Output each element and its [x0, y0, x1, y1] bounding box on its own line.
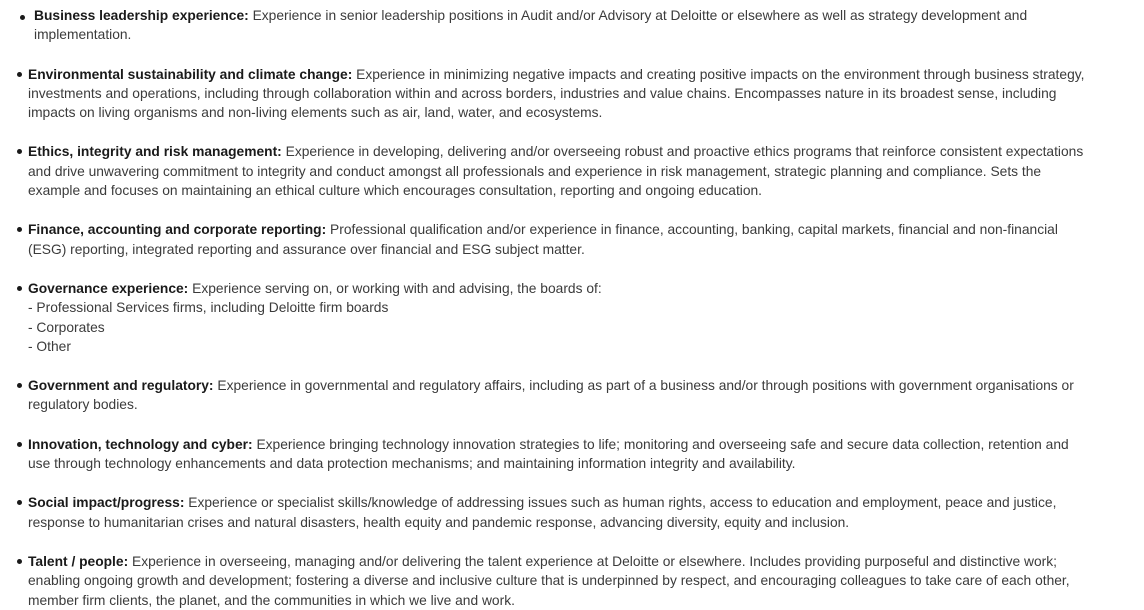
sub-list	[28, 298, 1088, 356]
item-body: Experience serving on, or working with and advising, the boards of:	[192, 280, 602, 296]
bullet-icon	[17, 442, 22, 447]
item-text	[28, 435, 1088, 474]
item-heading: Business leadership experience:	[34, 8, 249, 23]
item-text	[34, 6, 1088, 45]
sub-list-item: - Other	[28, 338, 71, 354]
list-item	[0, 279, 1088, 356]
item-heading: Governance experience:	[28, 280, 189, 296]
item-text	[28, 376, 1088, 415]
item-heading: Ethics, integrity and risk management:	[28, 144, 282, 160]
item-text	[28, 220, 1088, 259]
item-body: Experience in developing, delivering and/or overseeing robust and proactive ethics programs that reinforce consistent expectations and drive unwavering commitment to integrity and conduct amongst all professionals and experience in risk management, strategic planning and compliance. Sets the example and focuses on maintaining an ethical culture which encourages consultation, reporting and ongoing education.	[28, 144, 1084, 199]
item-heading: Social impact/progress:	[28, 495, 185, 511]
item-heading: Talent / people:	[28, 553, 129, 569]
list-item	[0, 6, 1088, 45]
item-text	[28, 493, 1088, 532]
item-text	[28, 142, 1088, 200]
item-body: Experience bringing technology innovation strategies to life; monitoring and overseeing safe and secure data collection, retention and use through technology enhancements and data protection mechanisms; and maintaining information integrity and availability.	[28, 436, 1069, 472]
bullet-icon	[20, 15, 25, 20]
list-item	[0, 552, 1088, 610]
item-text	[28, 279, 1088, 298]
list-item	[0, 376, 1088, 415]
bullet-icon	[17, 72, 22, 77]
list-item	[0, 220, 1088, 259]
list-item	[0, 493, 1088, 532]
item-body: Experience in governmental and regulatory affairs, including as part of a business and/or through positions with government organisations or regulatory bodies.	[28, 378, 1074, 413]
item-heading: Finance, accounting and corporate reporting:	[28, 222, 327, 238]
sub-list-item: - Corporates	[28, 319, 105, 335]
bullet-icon	[17, 383, 22, 388]
sub-list-item: - Professional Services firms, including Deloitte firm boards	[28, 300, 389, 316]
list-item	[0, 65, 1088, 123]
bullet-icon	[17, 500, 22, 505]
item-body: Experience in minimizing negative impacts and creating positive impacts on the environment through business strategy, investments and operations, including through collaboration within and across borders, industries and value chains. Encompasses nature in its broadest sense, including impacts on living organisms and non-living elements such as air, land, water, and ecosystems.	[28, 66, 1085, 121]
bullet-icon	[17, 286, 22, 291]
item-heading: Government and regulatory:	[28, 378, 214, 394]
item-body: Experience in overseeing, managing and/or delivering the talent experience at Deloitte or elsewhere. Includes providing purposeful and distinctive work; enabling ongoing growth and development; fostering a diverse and inclusive culture that is underpinned by respect, and encouraging colleagues to take care of each other, member firm clients, the planet, and the communities in which we live and work.	[28, 553, 1070, 608]
bullet-icon	[17, 149, 22, 154]
item-body: Experience in senior leadership positions in Audit and/or Advisory at Deloitte or elsewhere as well as strategy development and implementation.	[34, 8, 1028, 43]
item-body: Professional qualification and/or experience in finance, accounting, banking, capital markets, financial and non-financial (ESG) reporting, integrated reporting and assurance over financial and ESG subject matter.	[28, 222, 1058, 257]
item-body: Experience or specialist skills/knowledge of addressing issues such as human rights, access to education and employment, peace and justice, response to humanitarian crises and natural disasters, health equity and pandemic response, advancing diversity, equity and inclusion.	[28, 495, 1057, 530]
list-item	[0, 435, 1088, 474]
item-heading: Innovation, technology and cyber:	[28, 436, 253, 452]
item-heading: Environmental sustainability and climate change:	[28, 66, 353, 82]
item-text	[28, 552, 1088, 610]
item-text	[28, 65, 1088, 123]
bullet-icon	[17, 227, 22, 232]
list-item	[0, 142, 1088, 200]
bullet-icon	[17, 559, 22, 564]
